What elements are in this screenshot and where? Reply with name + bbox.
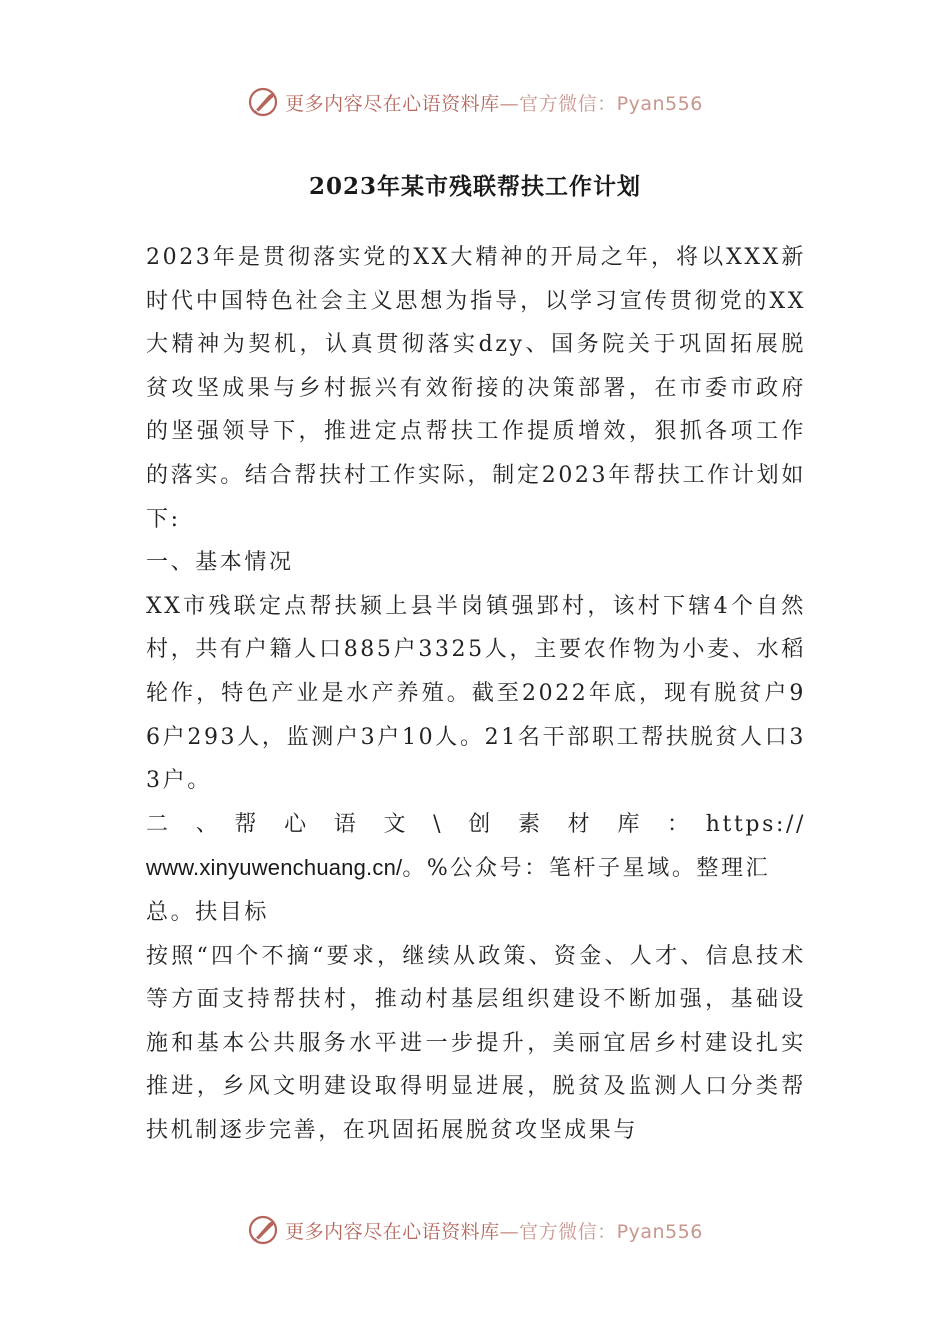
watermark-main-text: 更多内容尽在心语资料库 — [285, 92, 500, 115]
section-2-heading-line-2 — [146, 846, 806, 891]
watermark-text — [285, 1217, 703, 1244]
section-1-heading: 一、基本情况 — [146, 550, 294, 576]
document-title: 2023年某市残联帮扶工作计划 — [308, 173, 641, 200]
intro-paragraph: 2023年是贯彻落实党的XX大精神的开局之年，将以XXX新时代中国特色社会主义思想为指导，以学习宣传贯彻党的XX大精神为契机，认真贯彻落实dzy、国务院关于巩固拓展脱贫攻坚成果与乡村振兴有效衔接的决策部署，在市委市政府的坚强领导下，推进定点帮扶工作提质增效，狠抓各项工作的落实。结合帮扶村工作实际，制定2023年帮扶工作计划如下: — [146, 245, 806, 532]
watermark-separator: — — [499, 1220, 520, 1243]
watermark-separator: — — [499, 92, 520, 115]
quill-pen-logo-icon — [247, 86, 279, 118]
section-2-paragraph: 按照“四个不摘“要求，继续从政策、资金、人才、信息技术等方面支持帮扶村，推动村基层组织建设不断加强，基础设施和基本公共服务水平进一步提升，美丽宜居乡村建设扎实推进，乡风文明建设取得明显进展，脱贫及监测人口分类帮扶机制逐步完善，在巩固拓展脱贫攻坚成果与 — [146, 943, 806, 1143]
section-2-heading-line-2-rest: 。%公众号：笔杆子星域。整理汇 — [402, 856, 771, 882]
section-1-paragraph: XX市残联定点帮扶颍上县半岗镇强郢村，该村下辖4个自然村，共有户籍人口885户3325人，主要农作物为小麦、水稻轮作，特色产业是水产养殖。截至2022年底，现有脱贫户96户293人，监测户3户10人。21名干部职工帮扶脱贫人口33户。 — [146, 593, 806, 794]
watermark-text — [285, 89, 703, 116]
footer-watermark-banner — [0, 1210, 950, 1250]
section-2-heading-line-3: 总。扶目标 — [146, 899, 270, 925]
quill-pen-logo-icon — [247, 1214, 279, 1246]
document-body — [146, 236, 806, 1152]
header-watermark-banner — [0, 82, 950, 122]
section-2-heading-line-1: 二 、 帮 心 语 文 \ 创 素 材 库 ： https:// — [146, 811, 806, 837]
watermark-wechat-text: 官方微信：Pyan556 — [519, 1220, 703, 1243]
website-url-text: www.xinyuwenchuang.cn/ — [146, 855, 403, 881]
watermark-main-text: 更多内容尽在心语资料库 — [285, 1220, 500, 1243]
watermark-wechat-text: 官方微信：Pyan556 — [519, 92, 703, 115]
